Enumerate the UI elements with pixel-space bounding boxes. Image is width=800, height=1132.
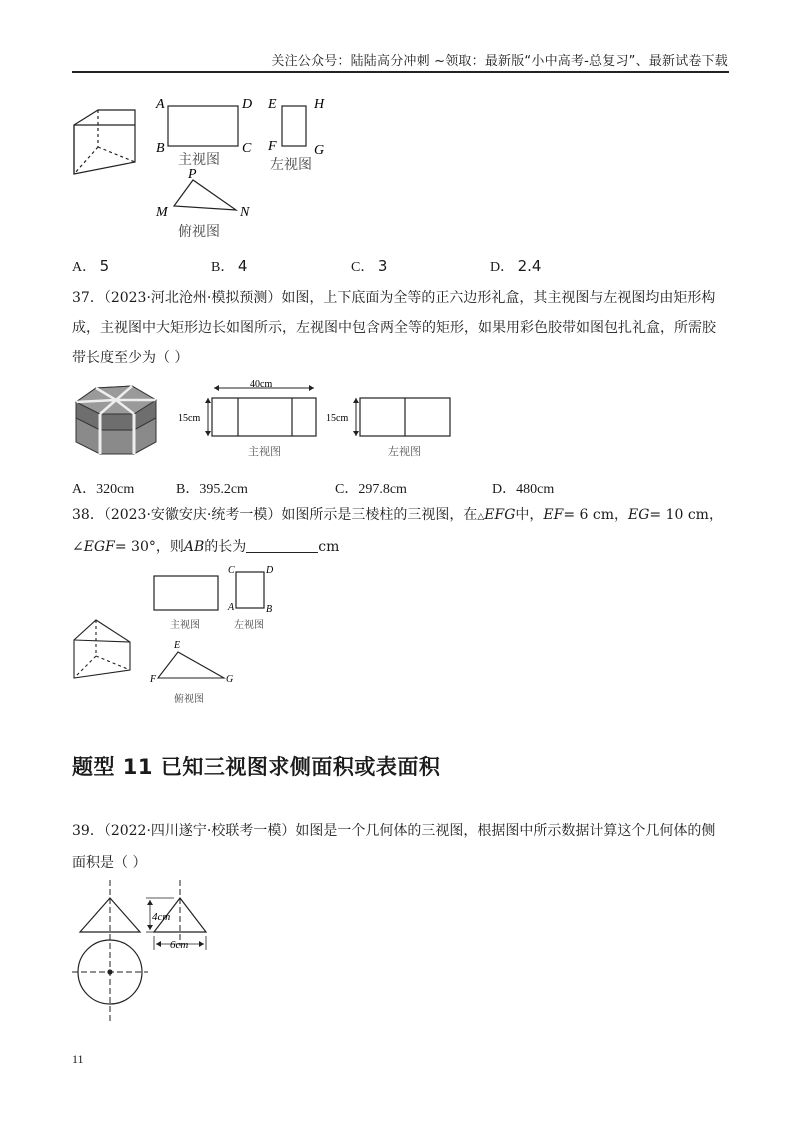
q38-label-e: E bbox=[174, 640, 181, 651]
q38-answer-blank[interactable] bbox=[246, 538, 318, 553]
q36-label-g: G bbox=[314, 143, 325, 158]
q38-front-rect bbox=[154, 576, 218, 610]
q38-label-f: F bbox=[150, 674, 157, 685]
q39-question bbox=[72, 816, 732, 878]
q39-line-2: 面积是（ ） bbox=[72, 855, 147, 871]
q36-label-n: N bbox=[240, 205, 250, 220]
q38-line-2: ∠EGF= 30°，则AB的长为 cm bbox=[72, 539, 340, 555]
q36-label-p: P bbox=[188, 167, 197, 182]
q38-line-1: 38．（2023·安徽安庆·统考一模）如图所示是三棱柱的三视图，在△EFG中，EF= 6 cm，EG= 10 cm， bbox=[72, 507, 723, 523]
q39-height-label: 4cm bbox=[152, 911, 171, 923]
q37-option-c: C．297.8cm bbox=[335, 482, 407, 497]
q37-front-height-label: 15cm bbox=[178, 413, 201, 424]
q38-top-triangle bbox=[158, 652, 224, 678]
q37-left-height-label: 15cm bbox=[326, 413, 349, 424]
q37-front-rect bbox=[212, 398, 316, 436]
q36-caption-left: 左视图 bbox=[270, 158, 312, 173]
q39-figure bbox=[70, 876, 230, 1026]
q38-label-g: G bbox=[226, 674, 234, 685]
q38-label-d: D bbox=[266, 565, 274, 576]
page-number: 11 bbox=[72, 1052, 84, 1066]
q36-label-c: C bbox=[242, 141, 252, 156]
q38-label-c: C bbox=[228, 565, 235, 576]
q36-front-rect bbox=[168, 106, 238, 146]
q36-label-d: D bbox=[242, 97, 253, 112]
q38-caption-left: 左视图 bbox=[234, 620, 264, 631]
q37-line-2: 成，主视图中大矩形边长如图所示，左视图中包含两全等的矩形，如果用彩色胶带如图包扎礼盒，所需胶 bbox=[72, 320, 716, 336]
q38-question bbox=[72, 500, 732, 562]
q38-caption-front: 主视图 bbox=[170, 620, 200, 631]
q38-prism bbox=[74, 620, 130, 678]
q38-caption-top: 俯视图 bbox=[174, 694, 204, 705]
q37-caption-left: 左视图 bbox=[388, 446, 421, 458]
section-title: 题型 11 已知三视图求侧面积或表面积 bbox=[72, 755, 441, 779]
q36-label-b: B bbox=[156, 141, 165, 156]
q36-label-m: M bbox=[156, 205, 168, 220]
q36-caption-front: 主视图 bbox=[178, 153, 220, 168]
q37-caption-front: 主视图 bbox=[248, 446, 281, 458]
q37-hexagon-box bbox=[76, 386, 156, 454]
q36-option-d: D． 2.4 bbox=[490, 257, 542, 275]
q36-label-a: A bbox=[156, 97, 165, 112]
q36-option-b: B． 4 bbox=[211, 257, 248, 275]
q36-option-c: C． 3 bbox=[351, 257, 388, 275]
q37-figure bbox=[70, 378, 470, 468]
q37-option-a: A．320cm bbox=[72, 482, 135, 497]
q37-option-d: D．480cm bbox=[492, 482, 555, 497]
q38-label-b: B bbox=[266, 604, 273, 615]
q37-question bbox=[72, 283, 732, 373]
q36-option-a: A． 5 bbox=[72, 257, 110, 275]
q36-label-h: H bbox=[314, 97, 325, 112]
q36-top-triangle bbox=[174, 180, 236, 210]
q38-figure bbox=[66, 560, 306, 710]
q39-line-1: 39．（2022·四川遂宁·校联考一模）如图是一个几何体的三视图，根据图中所示数据计算这个几何体的侧 bbox=[72, 823, 716, 839]
header-rule bbox=[72, 71, 729, 73]
q36-left-rect bbox=[282, 106, 306, 146]
q38-label-a: A bbox=[228, 602, 235, 613]
q37-option-b: B．395.2cm bbox=[176, 482, 248, 497]
page-header: 关注公众号：陆陆高分冲刺 ~领取：最新版“小中高考-总复习”、最新试卷下载 bbox=[271, 54, 728, 69]
q37-line-3: 带长度至少为（ ） bbox=[72, 350, 189, 366]
q37-width-label: 40cm bbox=[250, 379, 273, 390]
q36-caption-top: 俯视图 bbox=[178, 225, 220, 240]
q36-figure bbox=[60, 92, 360, 252]
q36-label-f: F bbox=[268, 139, 277, 154]
q39-width-label: 6cm bbox=[170, 939, 189, 951]
q36-prism bbox=[74, 110, 135, 174]
q38-left-rect bbox=[236, 572, 264, 608]
q37-line-1: 37．（2023·河北沧州·模拟预测）如图，上下底面为全等的正六边形礼盒，其主视图与左视图均由矩形构 bbox=[72, 290, 716, 306]
q36-label-e: E bbox=[268, 97, 277, 112]
